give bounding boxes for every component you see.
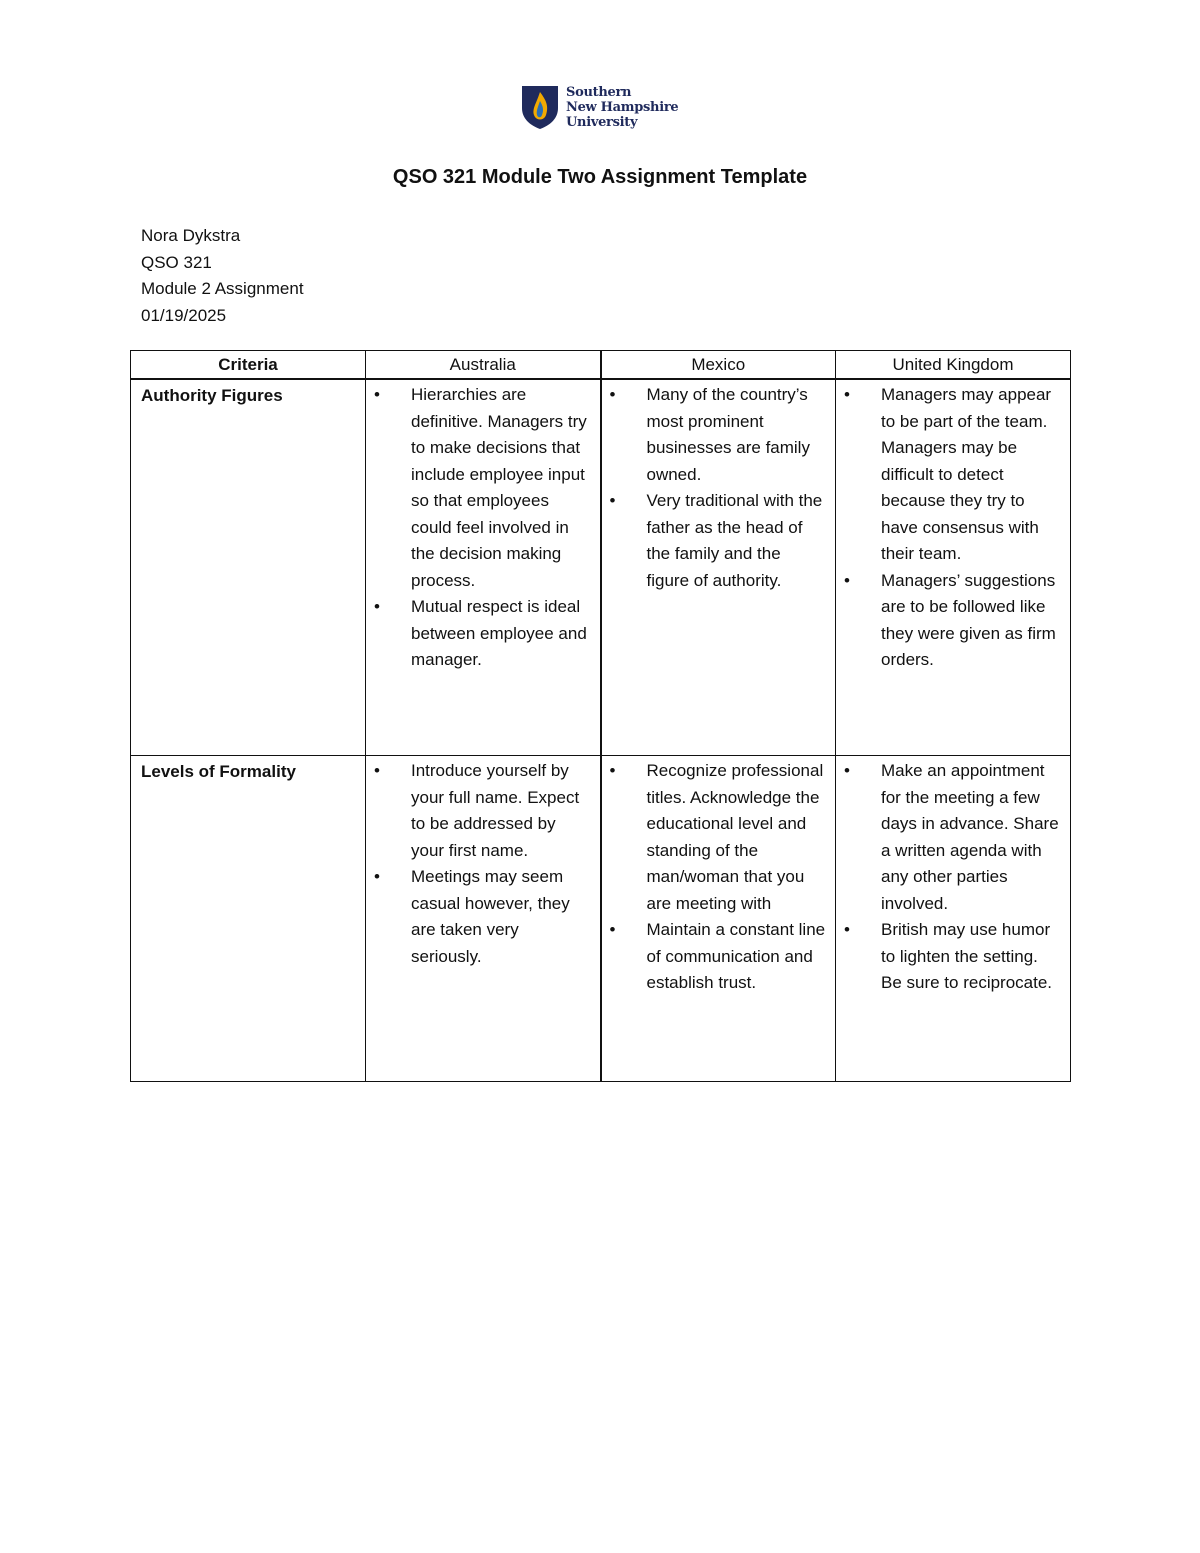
submission-date: 01/19/2025 xyxy=(141,305,227,325)
list-item: • Many of the country’s most prominent businesses are family owned. xyxy=(602,382,828,488)
bullet-list xyxy=(836,380,1070,678)
row-label-authority-figures: Authority Figures xyxy=(131,379,366,756)
row-label-levels-of-formality: Levels of Formality xyxy=(131,756,366,1082)
list-item: • Very traditional with the father as the head of the family and the figure of authority. xyxy=(602,488,828,594)
comparison-table xyxy=(130,350,1071,1082)
header-criteria: Criteria xyxy=(131,351,366,380)
assignment-name: Module 2 Assignment xyxy=(141,279,304,298)
student-name: Nora Dykstra xyxy=(141,226,241,245)
header-united-kingdom: United Kingdom xyxy=(836,351,1071,380)
shield-flame-icon xyxy=(520,84,560,130)
list-item: • Hierarchies are definitive. Managers try to make decisions that include employee input so that employees could feel involved in the decision making process. xyxy=(366,382,592,594)
cell-australia-formality xyxy=(366,756,601,1082)
list-item: • British may use humor to lighten the setting. Be sure to reciprocate. xyxy=(836,917,1062,997)
bullet-list xyxy=(366,756,600,974)
list-item: • Make an appointment for the meeting a few days in advance. Share a written agenda with any other parties involved. xyxy=(836,758,1062,917)
list-item: • Mutual respect is ideal between employee and manager. xyxy=(366,594,592,674)
cell-uk-authority xyxy=(836,379,1071,756)
bullet-list xyxy=(836,756,1070,1001)
list-item: • Recognize professional titles. Acknowledge the educational level and standing of the man/woman that you are meeting with xyxy=(602,758,828,917)
list-item: • Introduce yourself by your full name. Expect to be addressed by your first name. xyxy=(366,758,592,864)
student-info-block xyxy=(141,223,304,329)
course-code: QSO 321 xyxy=(141,252,212,272)
document-title: QSO 321 Module Two Assignment Template xyxy=(392,166,808,188)
header-mexico: Mexico xyxy=(601,351,836,380)
cell-uk-formality xyxy=(836,756,1071,1082)
cell-mexico-formality xyxy=(601,756,836,1082)
cell-mexico-authority xyxy=(601,379,836,756)
list-item: • Maintain a constant line of communication and establish trust. xyxy=(602,917,828,997)
bullet-list xyxy=(602,756,836,1001)
cell-australia-authority xyxy=(366,379,601,756)
university-logo xyxy=(520,84,678,130)
logo-line-1: Southern xyxy=(566,84,632,100)
logo-line-2: New Hampshire xyxy=(566,99,679,115)
table-row xyxy=(131,379,1071,756)
logo-line-3: University xyxy=(566,114,638,130)
bullet-list xyxy=(366,380,600,678)
list-item: • Managers may appear to be part of the team. Managers may be difficult to detect because they try to have consensus with their team. xyxy=(836,382,1062,568)
list-item: • Meetings may seem casual however, they are taken very seriously. xyxy=(366,864,592,970)
table-header-row xyxy=(131,351,1071,380)
logo-wordmark xyxy=(566,85,678,130)
header-australia: Australia xyxy=(366,351,601,380)
table-row xyxy=(131,756,1071,1082)
list-item: • Managers’ suggestions are to be followed like they were given as firm orders. xyxy=(836,568,1062,674)
bullet-list xyxy=(602,380,836,598)
